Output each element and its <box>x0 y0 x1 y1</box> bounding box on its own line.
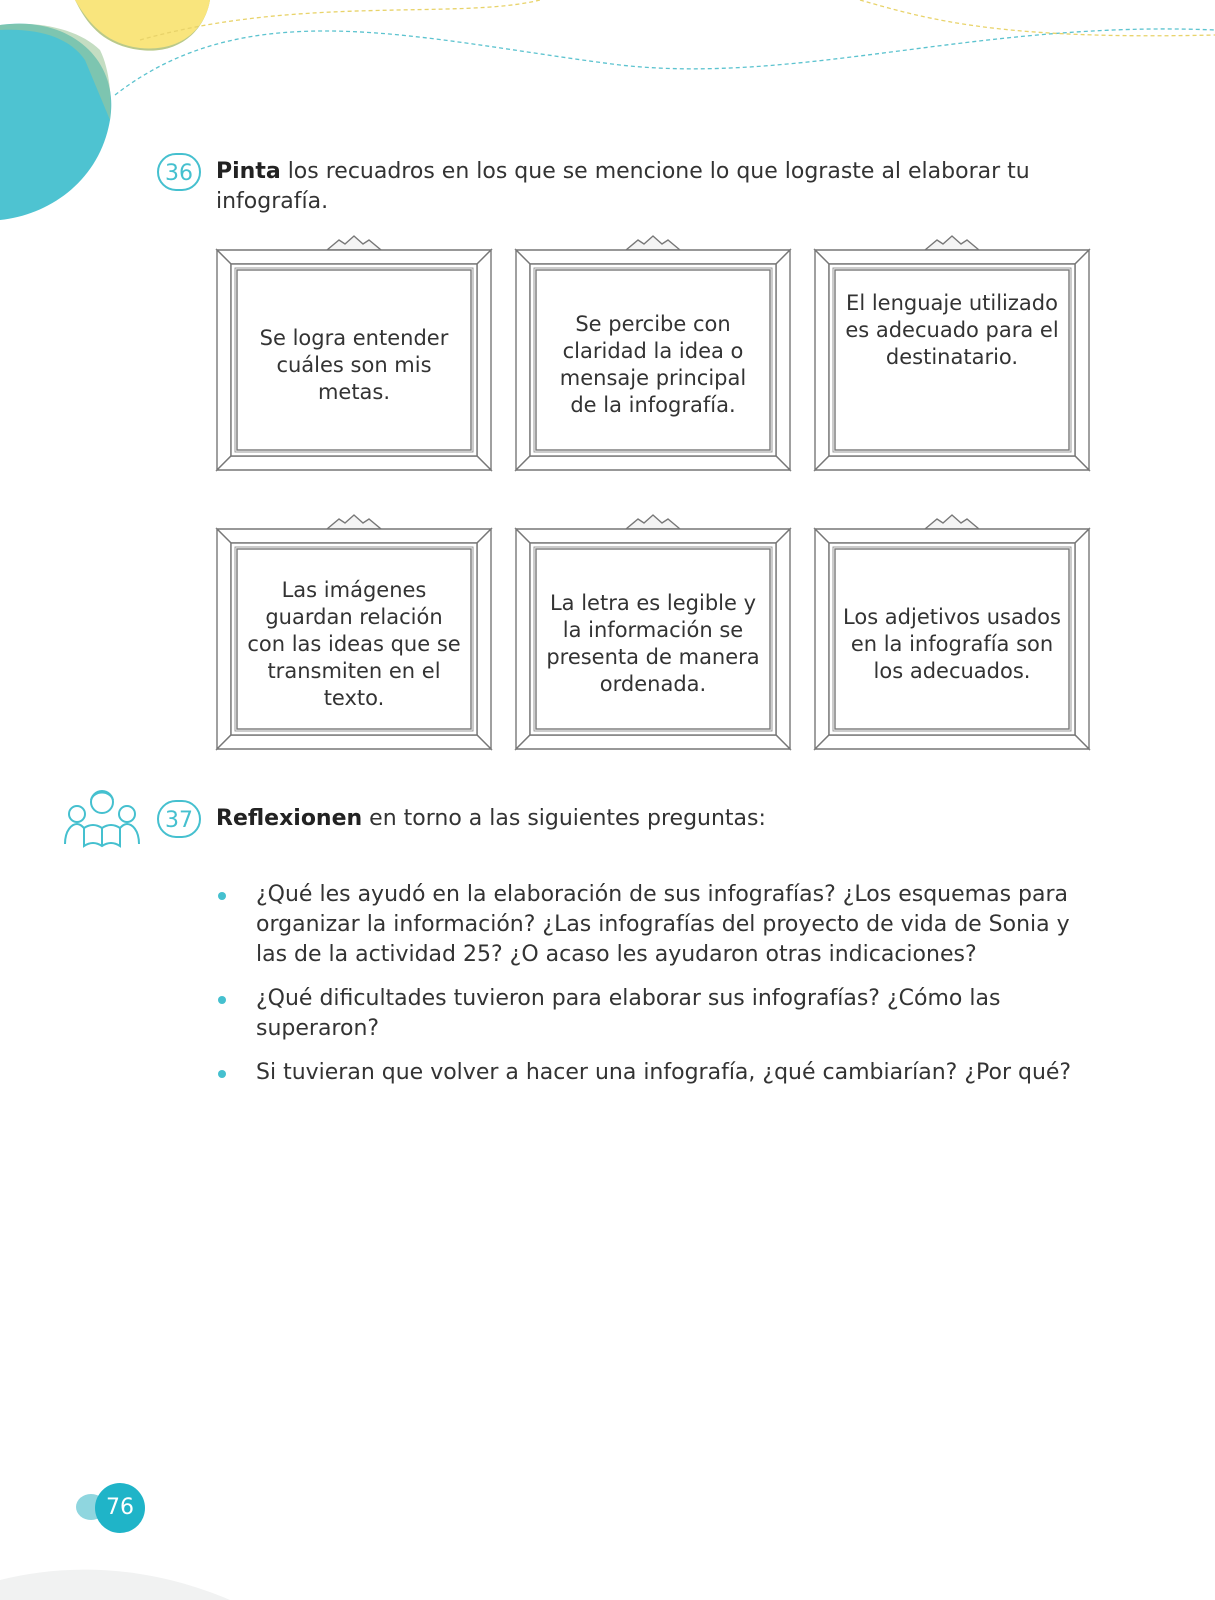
instruction-bold-verb: Pinta <box>216 159 281 184</box>
list-item <box>218 984 1098 1044</box>
instruction-text: en torno a las siguientes preguntas: <box>362 806 766 831</box>
reflection-questions <box>218 880 1098 1102</box>
frame-text: Los adjetivos usados en la infografía son los adecuados. <box>843 604 1061 683</box>
question-text: Si tuvieran que volver a hacer una infografía, ¿qué cambiarían? ¿Por qué? <box>256 1060 1072 1085</box>
frame-text: Se logra entender cuáles son mis metas. <box>259 325 449 404</box>
instruction-bold-verb: Reflexionen <box>216 806 363 831</box>
activity-36-instruction <box>216 157 1076 217</box>
frame-text: Las imágenes guardan relación con las ideas que se transmiten en el texto. <box>247 577 461 710</box>
picture-frame-4[interactable] <box>215 507 493 747</box>
picture-frame-3[interactable] <box>813 228 1091 468</box>
page-number: 76 <box>95 1483 145 1533</box>
group-reading-icon <box>60 786 144 848</box>
question-text: ¿Qué les ayudó en la elaboración de sus infografías? ¿Los esquemas para organizar la información? ¿Las infografías del proyecto de vida de Sonia y las de la actividad 25? ¿O acaso les ayudaron otras indicaciones? <box>256 882 1070 967</box>
list-item <box>218 1058 1098 1088</box>
picture-frame-5[interactable] <box>514 507 792 747</box>
activity-number-37: 37 <box>157 800 201 838</box>
bullet-icon <box>218 996 226 1004</box>
bullet-icon <box>218 892 226 900</box>
frame-text: La letra es legible y la información se presenta de manera ordenada. <box>546 591 760 696</box>
picture-frame-1[interactable] <box>215 228 493 468</box>
footer-decoration <box>0 1540 1215 1600</box>
frame-text: El lenguaje utilizado es adecuado para el destinatario. <box>845 291 1059 369</box>
activity-37-instruction <box>216 804 1076 834</box>
list-item <box>218 880 1098 970</box>
picture-frame-2[interactable] <box>514 228 792 468</box>
question-text: ¿Qué dificultades tuvieron para elaborar sus infografías? ¿Cómo las superaron? <box>256 986 1001 1041</box>
activity-number-36: 36 <box>157 153 201 191</box>
frame-text: Se percibe con claridad la idea o mensaje principal de la infografía. <box>559 312 747 417</box>
instruction-text: los recuadros en los que se mencione lo que lograste al elaborar tu infografía. <box>216 159 1030 214</box>
bullet-icon <box>218 1070 226 1078</box>
picture-frame-6[interactable] <box>813 507 1091 747</box>
